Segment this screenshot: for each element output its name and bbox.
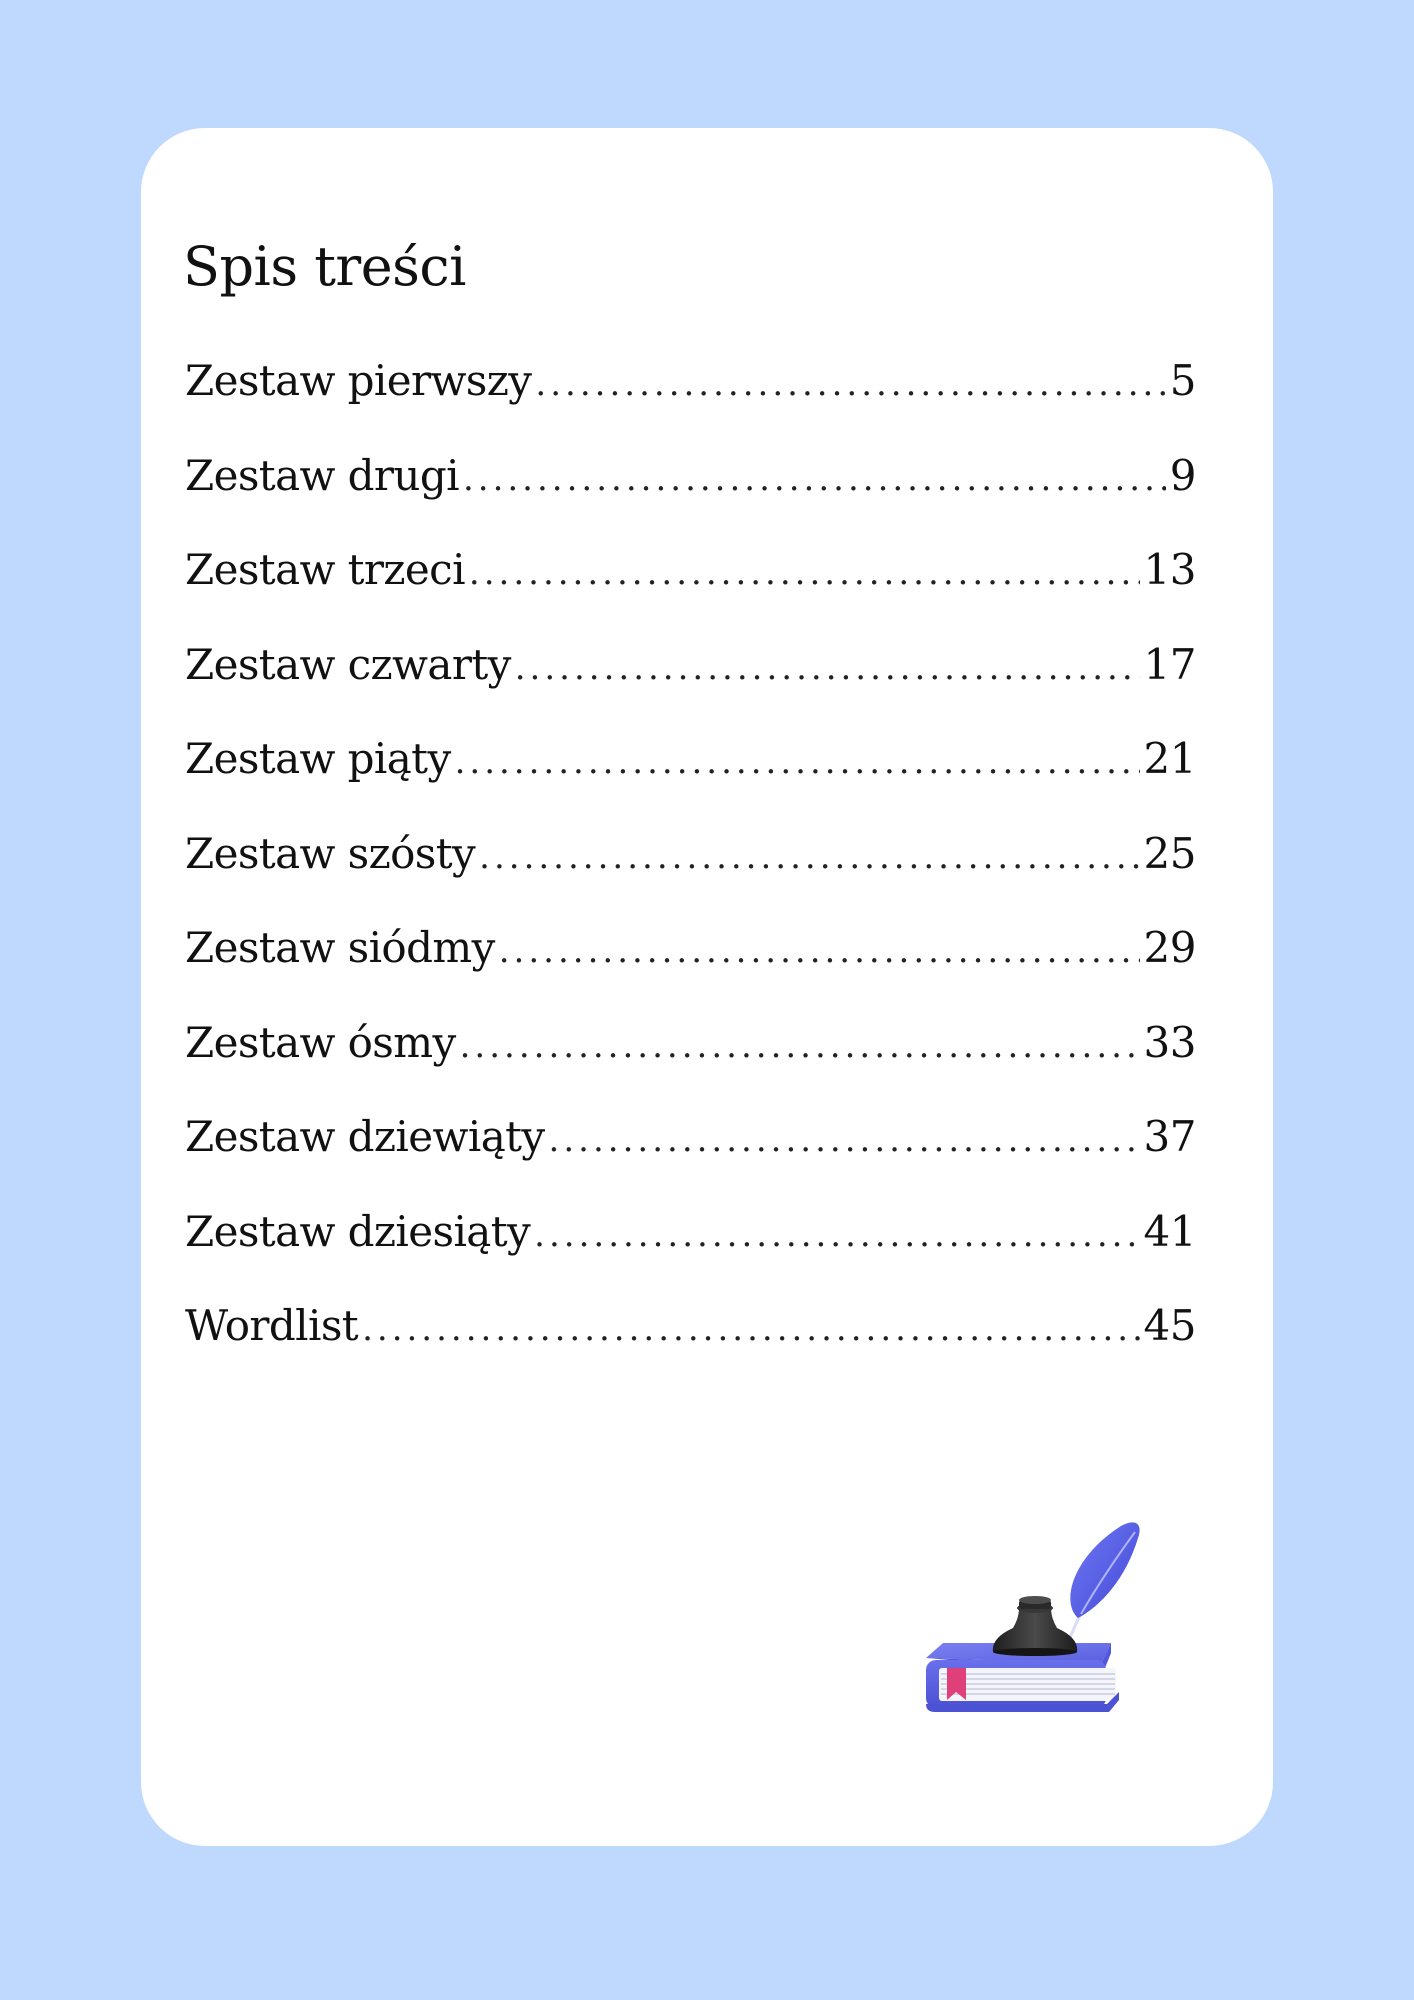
toc-dot-leader	[479, 837, 1139, 877]
toc-dot-leader	[463, 459, 1166, 499]
toc-page-number: 37	[1143, 1112, 1196, 1161]
toc-page-number: 45	[1143, 1301, 1196, 1350]
toc-entry-label: Zestaw siódmy	[185, 923, 495, 972]
toc-entry-zestaw-dziesiaty[interactable]	[185, 1207, 1196, 1302]
inkwell-icon	[993, 1596, 1077, 1656]
toc-dot-leader	[362, 1309, 1139, 1349]
toc-dot-leader	[460, 1026, 1140, 1066]
toc-dot-leader	[549, 1120, 1140, 1160]
toc-entry-zestaw-pierwszy[interactable]	[185, 356, 1196, 451]
toc-entry-label: Wordlist	[185, 1301, 359, 1350]
toc-page-number: 25	[1143, 828, 1196, 878]
toc-entry-wordlist[interactable]	[185, 1301, 1196, 1396]
toc-dot-leader	[535, 364, 1165, 404]
contents-card	[141, 128, 1273, 1846]
toc-dot-leader	[534, 1215, 1139, 1255]
toc-entry-label: Zestaw dziesiąty	[185, 1206, 531, 1256]
toc-page-number: 21	[1143, 734, 1196, 783]
book-inkwell-quill-icon	[911, 1468, 1171, 1748]
toc-dot-leader	[499, 931, 1140, 971]
toc-entry-label: Zestaw szósty	[185, 828, 476, 878]
toc-page-number: 41	[1143, 1206, 1196, 1256]
toc-entry-zestaw-siodmy[interactable]	[185, 923, 1196, 1018]
toc-page-number: 13	[1143, 545, 1196, 594]
toc-page-number: 29	[1143, 923, 1196, 972]
toc-entry-label: Zestaw drugi	[185, 450, 459, 500]
toc-dot-leader	[515, 648, 1140, 688]
toc-entry-zestaw-drugi[interactable]	[185, 451, 1196, 546]
toc-entry-label: Zestaw trzeci	[185, 545, 465, 594]
toc-entry-label: Zestaw piąty	[185, 734, 451, 783]
table-of-contents	[185, 356, 1196, 1396]
toc-dot-leader	[455, 742, 1140, 782]
toc-entry-zestaw-czwarty[interactable]	[185, 640, 1196, 735]
toc-dot-leader	[469, 553, 1140, 593]
toc-entry-label: Zestaw dziewiąty	[185, 1112, 545, 1161]
toc-page-number: 17	[1143, 639, 1196, 689]
toc-entry-zestaw-osmy[interactable]	[185, 1018, 1196, 1113]
toc-page-number: 9	[1169, 450, 1196, 500]
toc-entry-label: Zestaw czwarty	[185, 639, 511, 689]
toc-page-number: 33	[1143, 1017, 1196, 1067]
toc-entry-zestaw-trzeci[interactable]	[185, 545, 1196, 640]
toc-entry-zestaw-piaty[interactable]	[185, 734, 1196, 829]
toc-entry-zestaw-dziewiaty[interactable]	[185, 1112, 1196, 1207]
toc-page-number: 5	[1169, 356, 1196, 405]
toc-entry-label: Zestaw pierwszy	[185, 356, 532, 405]
toc-entry-zestaw-szosty[interactable]	[185, 829, 1196, 924]
toc-entry-label: Zestaw ósmy	[185, 1017, 456, 1067]
page-title: Spis treści	[183, 235, 466, 298]
